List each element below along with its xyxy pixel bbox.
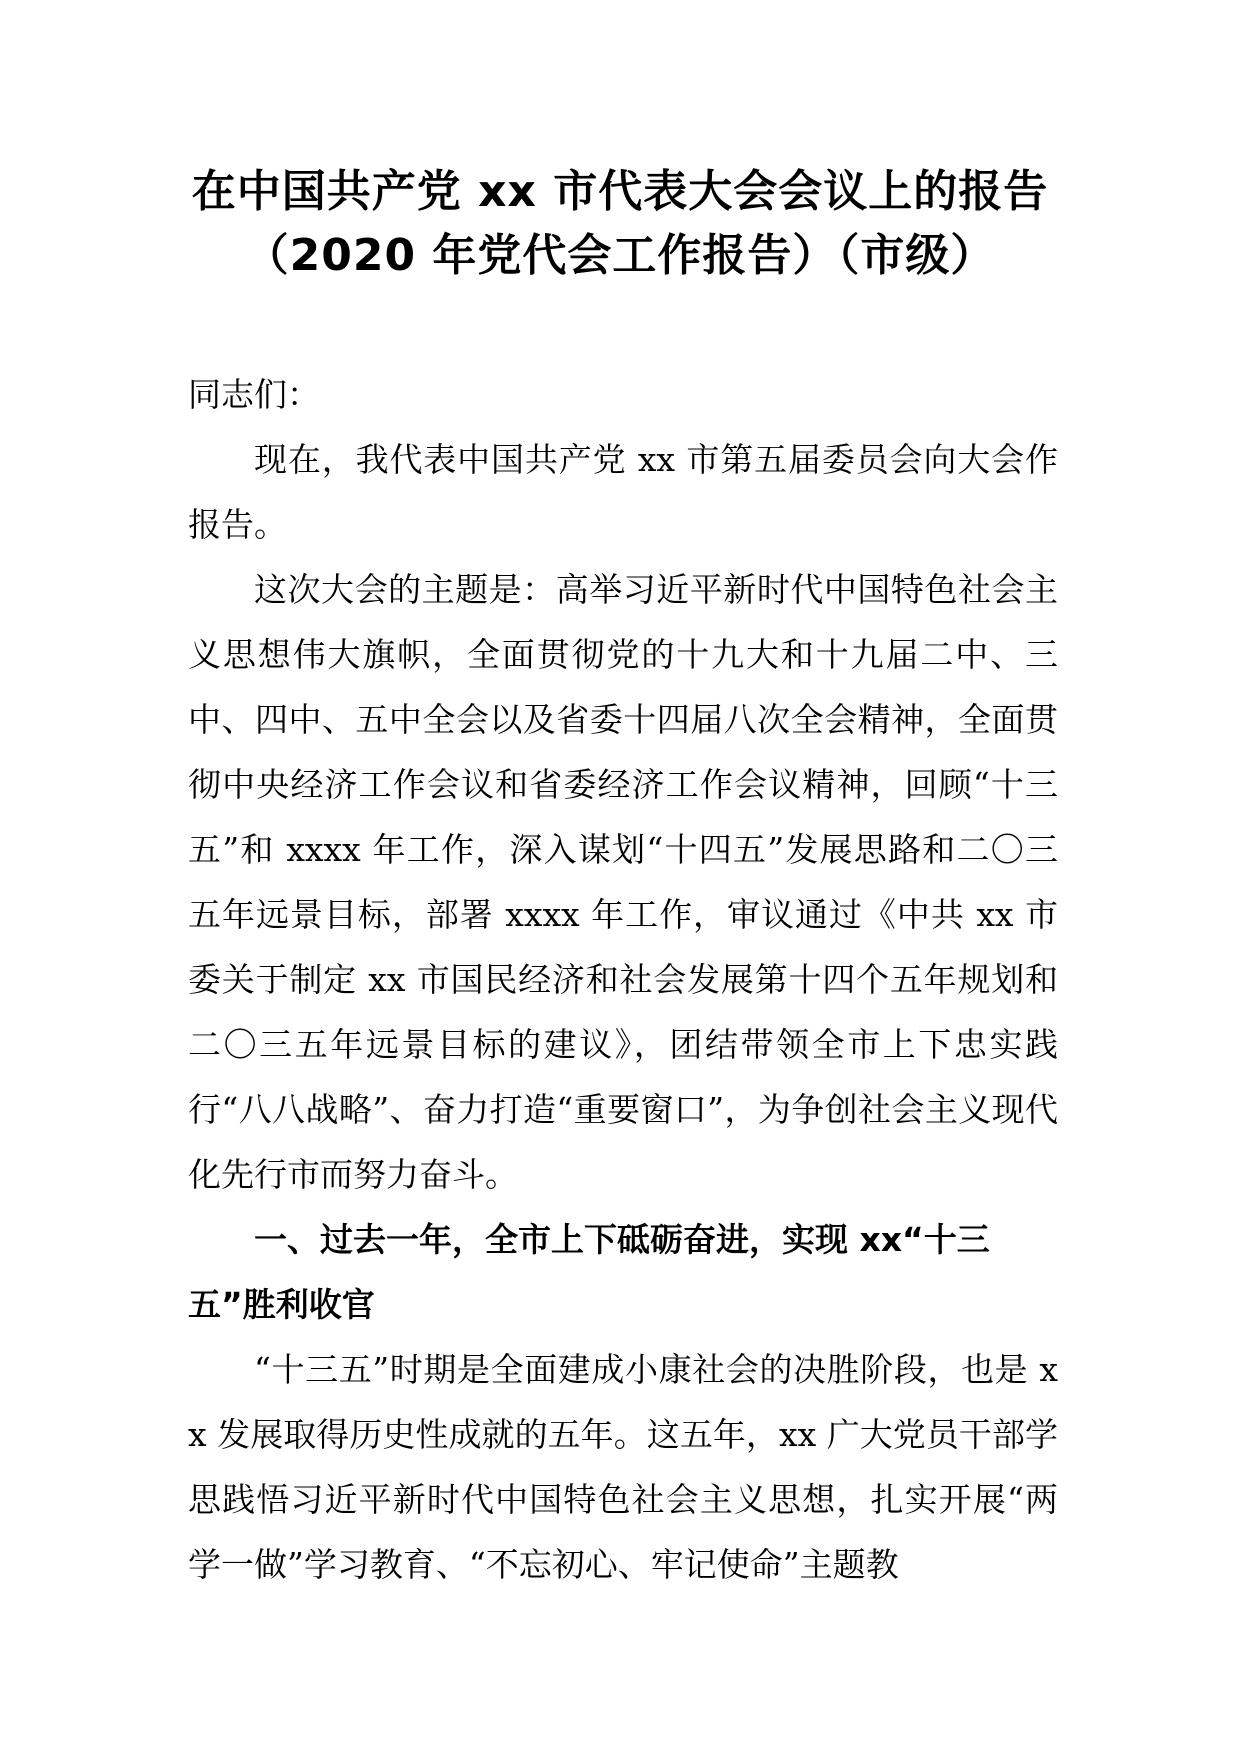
title-line-2: （2020 年党代会工作报告）（市级） xyxy=(244,230,996,281)
paragraph-intro: 现在，我代表中国共产党 xx 市第五届委员会向大会作报告。 xyxy=(188,440,1058,544)
title-line-1: 在中国共产党 xx 市代表大会会议上的报告 xyxy=(191,166,1049,217)
salutation: 同志们： xyxy=(188,375,320,414)
paragraph-theme: 这次大会的主题是：高举习近平新时代中国特色社会主义思想伟大旗帜，全面贯彻党的十九大和十九届二中、三中、四中、五中全会以及省委十四届八次全会精神，全面贯彻中央经济工作会议和省委经济工作会议精神，回顾“十三五”和 xxxx 年工作，深入谋划“十四五”发展思路和二〇三五年远景目标，部署 xxxx 年工作，审议通过《中共 xx 市委关于制定 xx 市国民经济和社会发展第十四个五年规划和二〇三五年远景目标的建议》，团结带领全市上下忠实践行“八八战略”、奋力打造“重要窗口”，为争创社会主义现代化先行市而努力奋斗。 xyxy=(188,570,1058,1194)
document-title xyxy=(120,160,1120,288)
document-body xyxy=(188,362,1058,1597)
section-heading: 一、过去一年，全市上下砥砺奋进，实现 xx“十三五”胜利收官 xyxy=(188,1220,990,1324)
section-paragraph: “十三五”时期是全面建成小康社会的决胜阶段，也是 xx 发展取得历史性成就的五年。这五年，xx 广大党员干部学思践悟习近平新时代中国特色社会主义思想，扎实开展“两学一做”学习教育、“不忘初心、牢记使命”主题教 xyxy=(188,1350,1058,1584)
